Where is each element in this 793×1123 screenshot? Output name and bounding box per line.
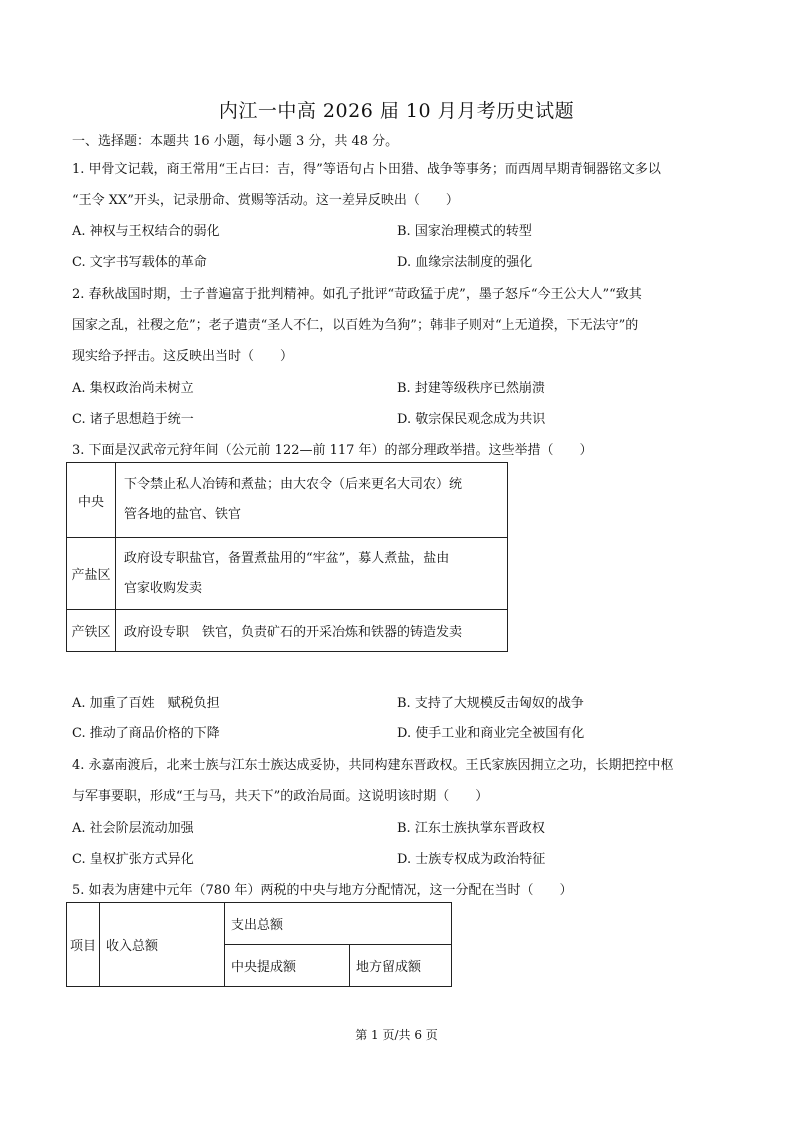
q1-option-c: C. 文字书写载体的革命 (72, 255, 207, 270)
q2-option-d: D. 敬宗保民观念成为共识 (397, 412, 546, 427)
q3-row-text: 官家收购发卖 (124, 580, 203, 596)
q1-option-b: B. 国家治理模式的转型 (397, 224, 532, 239)
table-row (67, 610, 508, 652)
q5-sub-local: 地方留成额 (350, 945, 452, 987)
q3-row-content (116, 538, 508, 610)
q3-row-content (116, 610, 508, 652)
q4-option-c: C. 皇权扩张方式异化 (72, 852, 194, 867)
q5-col-income: 收入总额 (100, 903, 225, 987)
q2-line-1: 2. 春秋战国时期，士子普遍富于批判精神。如孔子批评“苛政猛于虎”，墨子怒斥“今王公大人”“致其 (72, 287, 642, 302)
q5-col-expense: 支出总额 (225, 903, 452, 945)
q5-tax-table (66, 902, 452, 987)
q3-row-text: 政府设专职盐官，备置煮盐用的“牢盆”，募人煮盐，盐由 (124, 550, 450, 566)
q3-option-d: D. 使手工业和商业完全被国有化 (397, 726, 585, 741)
q3-row-text: 管各地的盐官、铁官 (124, 507, 242, 522)
q2-option-b: B. 封建等级秩序已然崩溃 (397, 381, 545, 396)
q1-line-2: “王令 XX”开头，记录册命、赏赐等活动。这一差异反映出（ ） (72, 193, 459, 208)
q2-line-3: 现实给予抨击。这反映出当时（ ） (72, 349, 294, 364)
exam-title: 内江一中高 2026 届 10 月月考历史试题 (218, 100, 575, 122)
q5-sub-central: 中央提成额 (225, 945, 350, 987)
q5-line-1: 5. 如表为唐建中元年（780 年）两税的中央与地方分配情况，这一分配在当时（ ） (72, 883, 573, 898)
table-row (67, 903, 452, 945)
q3-line-1: 3. 下面是汉武帝元狩年间（公元前 122—前 117 年）的部分理政举措。这些举措（ ） (72, 443, 593, 458)
q3-option-a: A. 加重了百姓 赋税负担 (72, 696, 220, 711)
q5-col-item: 项目 (67, 903, 100, 987)
page-footer: 第 1 页/共 6 页 (355, 1028, 438, 1042)
q3-row-text: 下令禁止私人冶铸和煮盐；由大农令（后来更名大司农）统 (124, 477, 463, 492)
q3-row-label: 产盐区 (67, 538, 116, 610)
q3-option-b: B. 支持了大规模反击匈奴的战争 (397, 696, 584, 711)
q4-option-a: A. 社会阶层流动加强 (72, 821, 194, 836)
table-row (67, 538, 508, 610)
q2-option-c: C. 诸子思想趋于统一 (72, 412, 194, 427)
q2-line-2: 国家之乱，社稷之危”；老子遣责“圣人不仁，以百姓为刍狗”；韩非子则对“上无道揆，下无法守”的 (72, 318, 639, 333)
q4-option-b: B. 江东士族执掌东晋政权 (397, 821, 545, 836)
q4-option-d: D. 士族专权成为政治特征 (397, 852, 546, 867)
q3-policy-table (66, 462, 508, 652)
q4-line-1: 4. 永嘉南渡后，北来士族与江东士族达成妥协，共同构建东晋政权。王氏家族因拥立之功，长期把控中枢 (72, 758, 674, 773)
q3-option-c: C. 推动了商品价格的下降 (72, 726, 220, 741)
q3-row-content (116, 463, 508, 538)
q3-row-text: 政府设专职 铁官，负责矿石的开采冶炼和铁器的铸造发卖 (124, 625, 463, 640)
q1-option-d: D. 血缘宗法制度的强化 (397, 255, 533, 270)
q3-row-label: 产铁区 (67, 610, 116, 652)
q3-row-label: 中央 (67, 463, 116, 538)
section-heading: 一、选择题：本题共 16 小题，每小题 3 分，共 48 分。 (72, 134, 399, 149)
table-row (67, 463, 508, 538)
q1-line-1: 1. 甲骨文记载，商王常用“王占曰：吉，得”等语句占卜田猎、战争等事务；而西周早期青铜器铭文多以 (72, 162, 661, 177)
q2-option-a: A. 集权政治尚未树立 (72, 381, 194, 396)
q1-option-a: A. 神权与王权结合的弱化 (72, 224, 220, 239)
q4-line-2: 与军事要职，形成“王与马，共天下”的政治局面。这说明该时期（ ） (72, 789, 489, 804)
